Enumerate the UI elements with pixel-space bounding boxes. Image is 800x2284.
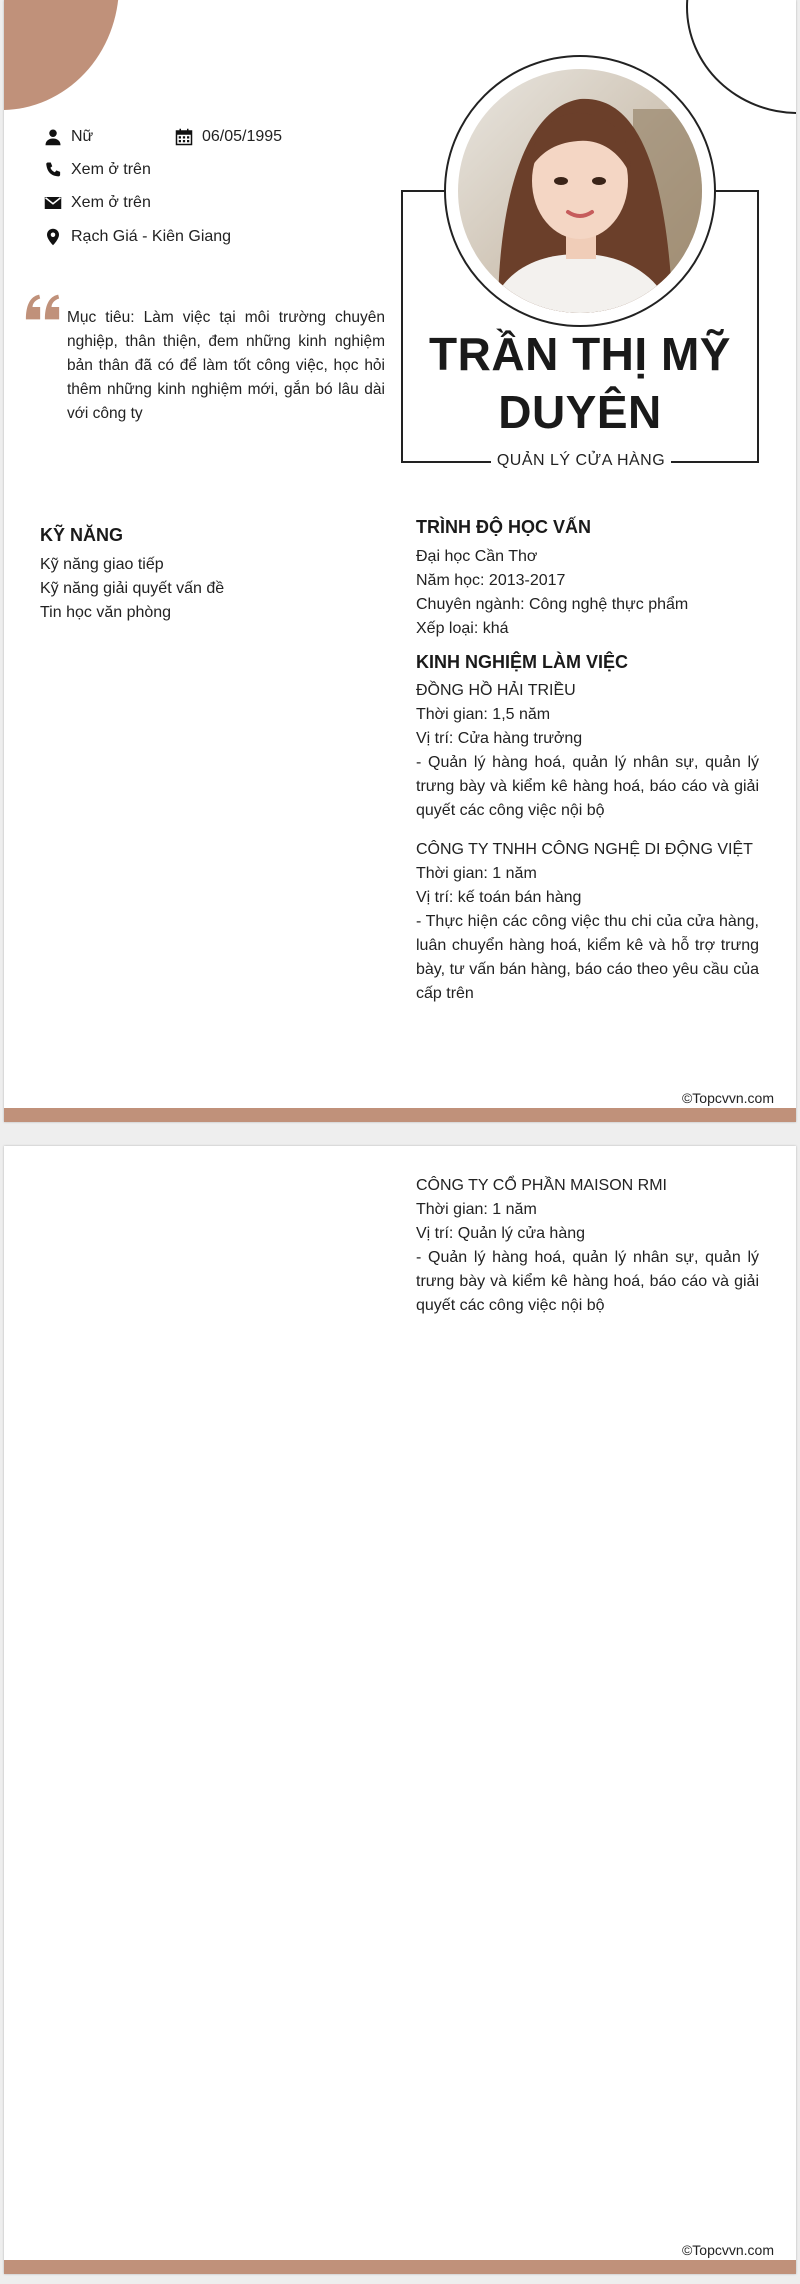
education-years: Năm học: 2013-2017 <box>416 572 566 589</box>
decorative-circle-top-right <box>686 0 796 114</box>
job-time: Thời gian: 1,5 năm <box>416 706 551 723</box>
page-footer-bar <box>4 1108 796 1122</box>
job-time: Thời gian: 1 năm <box>416 865 537 882</box>
gender-info <box>44 128 93 146</box>
education-rank: Xếp loại: khá <box>416 620 509 637</box>
user-icon <box>44 128 62 146</box>
skill-item: Kỹ năng giao tiếp <box>40 556 164 573</box>
candidate-name: TRẦN THỊ MỸ DUYÊN <box>429 328 731 438</box>
birthday-info <box>175 128 282 146</box>
job-company: ĐỒNG HỒ HẢI TRIỀU <box>416 682 576 699</box>
decorative-circle-top-left <box>4 0 119 110</box>
job-company: CÔNG TY CỔ PHẦN MAISON RMI <box>416 1177 667 1194</box>
address-text: Rạch Giá - Kiên Giang <box>71 228 232 245</box>
education-school: Đại học Cần Thơ <box>416 548 538 565</box>
career-objective: Mục tiêu: Làm việc tại môi trường chuyên nghiệp, thân thiện, đem những kinh nghiệm bản thân đã có để làm tốt công việc, học hỏi thêm những kinh nghiệm mới, gắn bó lâu dài với công ty <box>67 309 385 422</box>
job-position: Vị trí: Quản lý cửa hàng <box>416 1225 586 1242</box>
address-info <box>44 228 231 246</box>
skills-title: KỸ NĂNG <box>40 525 124 545</box>
mail-icon <box>44 194 62 212</box>
watermark-text: ©Topcvvn.com <box>681 2242 774 2258</box>
job-description: - Thực hiện các công việc thu chi của cửa hàng, luân chuyển hàng hoá, kiểm kê và hỗ trợ trưng bày, tư vấn bán hàng, báo cáo theo yêu cầu của cấp trên <box>416 913 759 1002</box>
avatar-frame <box>444 55 716 327</box>
page-footer-bar <box>4 2260 796 2274</box>
job-description: - Quản lý hàng hoá, quản lý nhân sự, quản lý trưng bày và kiểm kê hàng hoá, báo cáo và giải quyết các công việc nội bộ <box>416 754 759 819</box>
watermark-text: ©Topcvvn.com <box>681 1090 774 1106</box>
job-time: Thời gian: 1 năm <box>416 1201 537 1218</box>
phone-info <box>44 161 151 179</box>
experience-title: KINH NGHIỆM LÀM VIỆC <box>416 652 629 672</box>
gender-text: Nữ <box>71 128 94 145</box>
job-title: QUẢN LÝ CỬA HÀNG <box>491 452 671 470</box>
education-major: Chuyên ngành: Công nghệ thực phẩm <box>416 596 689 613</box>
skill-item: Kỹ năng giải quyết vấn đề <box>40 580 225 597</box>
phone-text: Xem ở trên <box>71 161 151 178</box>
job-company: CÔNG TY TNHH CÔNG NGHỆ DI ĐỘNG VIỆT <box>416 841 753 858</box>
job-description: - Quản lý hàng hoá, quản lý nhân sự, quản lý trưng bày và kiểm kê hàng hoá, báo cáo và giải quyết các công việc nội bộ <box>416 1249 759 1314</box>
calendar-icon <box>175 128 193 146</box>
location-pin-icon <box>44 228 62 246</box>
quote-icon <box>24 292 62 322</box>
email-info <box>44 194 151 212</box>
job-position: Vị trí: kế toán bán hàng <box>416 889 582 906</box>
avatar <box>458 69 702 313</box>
job-position: Vị trí: Cửa hàng trưởng <box>416 730 583 747</box>
cv-page-2 <box>4 1146 796 2274</box>
education-title: TRÌNH ĐỘ HỌC VẤN <box>416 517 591 537</box>
phone-icon <box>44 161 62 179</box>
avatar-photo <box>458 69 702 313</box>
cv-page-1 <box>4 0 796 1122</box>
email-text: Xem ở trên <box>71 194 151 211</box>
birthday-text: 06/05/1995 <box>202 128 283 145</box>
skill-item: Tin học văn phòng <box>40 604 172 621</box>
